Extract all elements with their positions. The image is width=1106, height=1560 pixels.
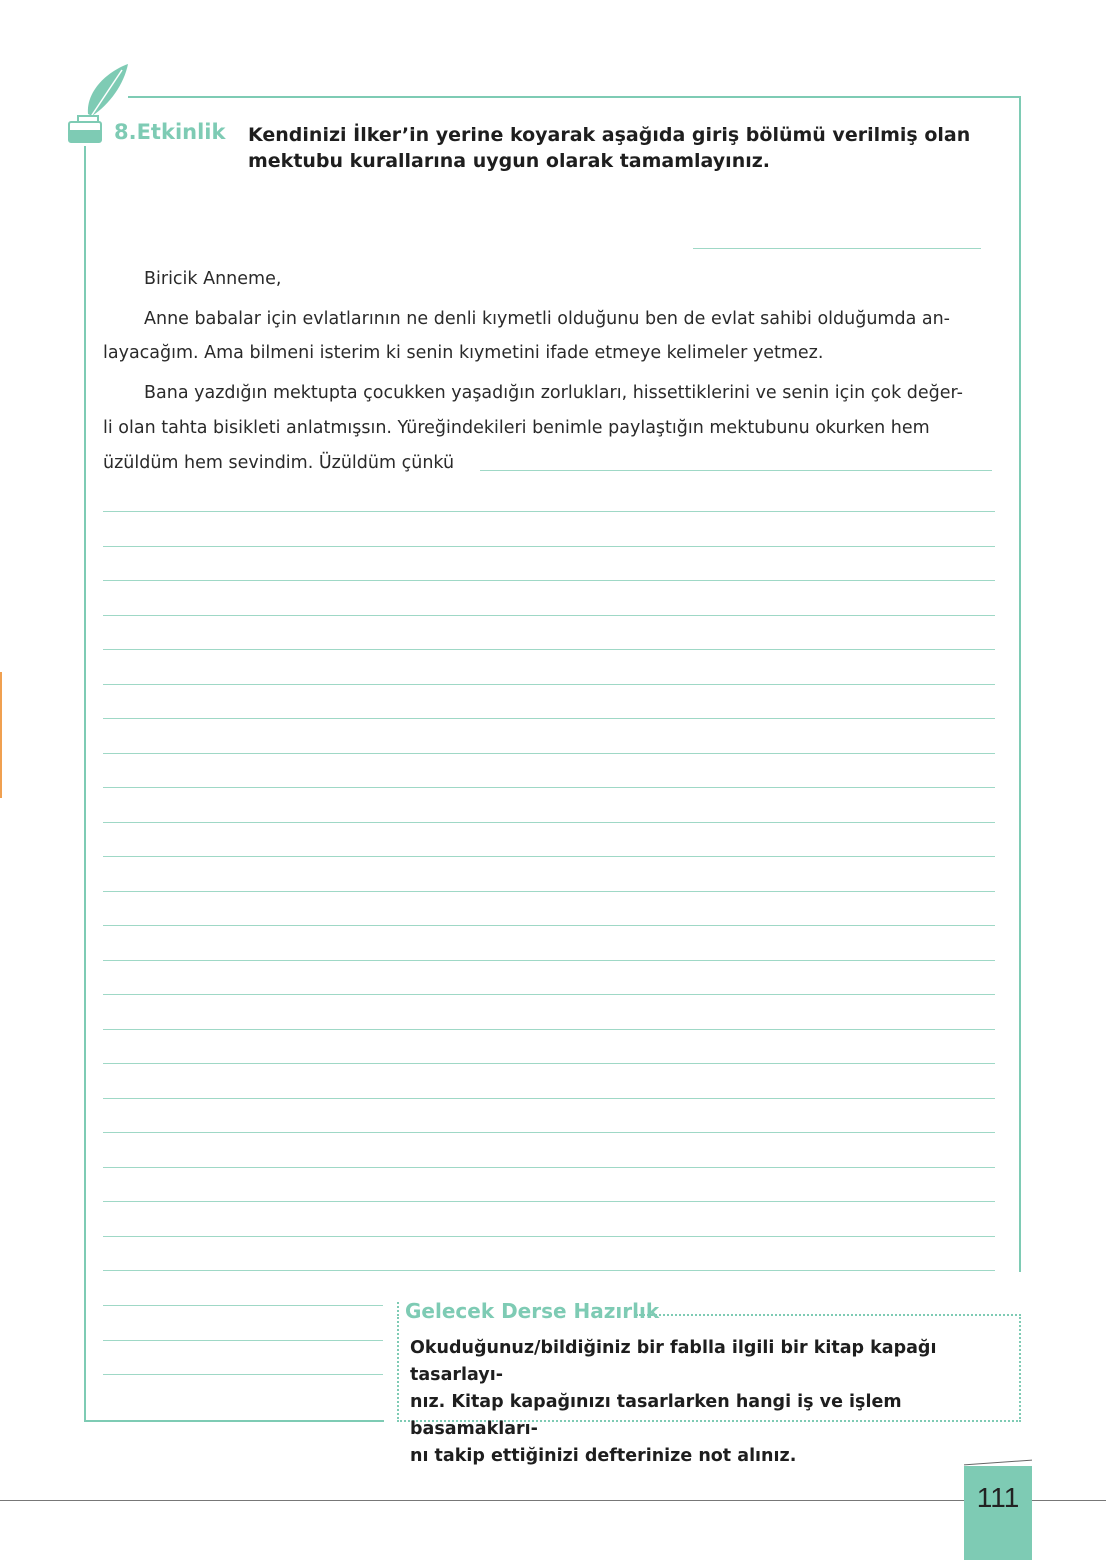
writing-line[interactable] [103, 1063, 995, 1064]
letter-text: Anne babalar için evlatlarının ne denli kıymetli olduğunu ben de evlat sahibi olduğumda an- [144, 309, 950, 329]
letter-text: layacağım. Ama bilmeni isterim ki senin kıymetini ifade etmeye kelimeler yetmez. [103, 343, 824, 363]
footer-rule [0, 1500, 1106, 1501]
frame-right-line [1019, 96, 1021, 1272]
writing-line[interactable] [103, 822, 995, 823]
activity-instruction [248, 122, 1008, 174]
writing-line[interactable] [103, 684, 995, 685]
writing-line[interactable] [103, 891, 995, 892]
writing-line[interactable] [103, 1132, 995, 1133]
preparation-line: nı takip ettiğinizi defterinize not alınız. [410, 1446, 797, 1466]
preparation-left-dots [397, 1302, 399, 1316]
writing-line[interactable] [103, 787, 995, 788]
letter-text: Bana yazdığın mektupta çocukken yaşadığın zorlukları, hissettiklerini ve senin için çok değer- [144, 383, 963, 403]
preparation-title: Gelecek Derse Hazırlık [405, 1299, 660, 1323]
writing-line[interactable] [103, 546, 995, 547]
letter-text: üzüldüm hem sevindim. Üzüldüm çünkü [103, 453, 455, 473]
preparation-line: nız. Kitap kapağınızı tasarlarken hangi iş ve işlem basamakları- [410, 1392, 902, 1439]
preparation-top-dots [636, 1314, 1021, 1316]
writing-line[interactable] [103, 511, 995, 512]
writing-line[interactable] [103, 1167, 995, 1168]
writing-line-short[interactable] [103, 1340, 383, 1341]
writing-line[interactable] [103, 960, 995, 961]
writing-line-short[interactable] [103, 1374, 383, 1375]
writing-line[interactable] [103, 718, 995, 719]
letter-salutation: Biricik Anneme, [144, 269, 282, 289]
preparation-line: Okuduğunuz/bildiğiniz bir fablla ilgili bir kitap kapağı tasarlayı- [410, 1338, 937, 1385]
writing-line[interactable] [103, 580, 995, 581]
writing-line-short[interactable] [103, 1305, 383, 1306]
writing-line[interactable] [103, 649, 995, 650]
writing-line[interactable] [103, 1270, 995, 1271]
activity-number: 8.Etkinlik [114, 120, 226, 144]
instruction-line: mektubu kurallarına uygun olarak tamamlayınız. [248, 150, 771, 172]
date-line[interactable] [693, 248, 981, 249]
writing-line[interactable] [103, 1201, 995, 1202]
frame-bottom-line [84, 1420, 384, 1422]
writing-line[interactable] [103, 1029, 995, 1030]
frame-left-line [84, 146, 86, 1422]
writing-line[interactable] [480, 470, 992, 471]
orange-margin-mark [0, 672, 2, 798]
page-number: 111 [964, 1466, 1032, 1560]
writing-line[interactable] [103, 856, 995, 857]
instruction-line: Kendinizi İlker’in yerine koyarak aşağıda giriş bölümü verilmiş olan [248, 124, 971, 146]
preparation-text [410, 1335, 1020, 1470]
writing-line[interactable] [103, 753, 995, 754]
writing-line[interactable] [103, 615, 995, 616]
writing-line[interactable] [103, 1098, 995, 1099]
frame-top-line [128, 96, 1021, 98]
writing-line[interactable] [103, 1236, 995, 1237]
writing-line[interactable] [103, 925, 995, 926]
writing-line[interactable] [103, 994, 995, 995]
letter-text: li olan tahta bisikleti anlatmışsın. Yüreğindekileri benimle paylaştığın mektubunu okurken hem [103, 418, 930, 438]
